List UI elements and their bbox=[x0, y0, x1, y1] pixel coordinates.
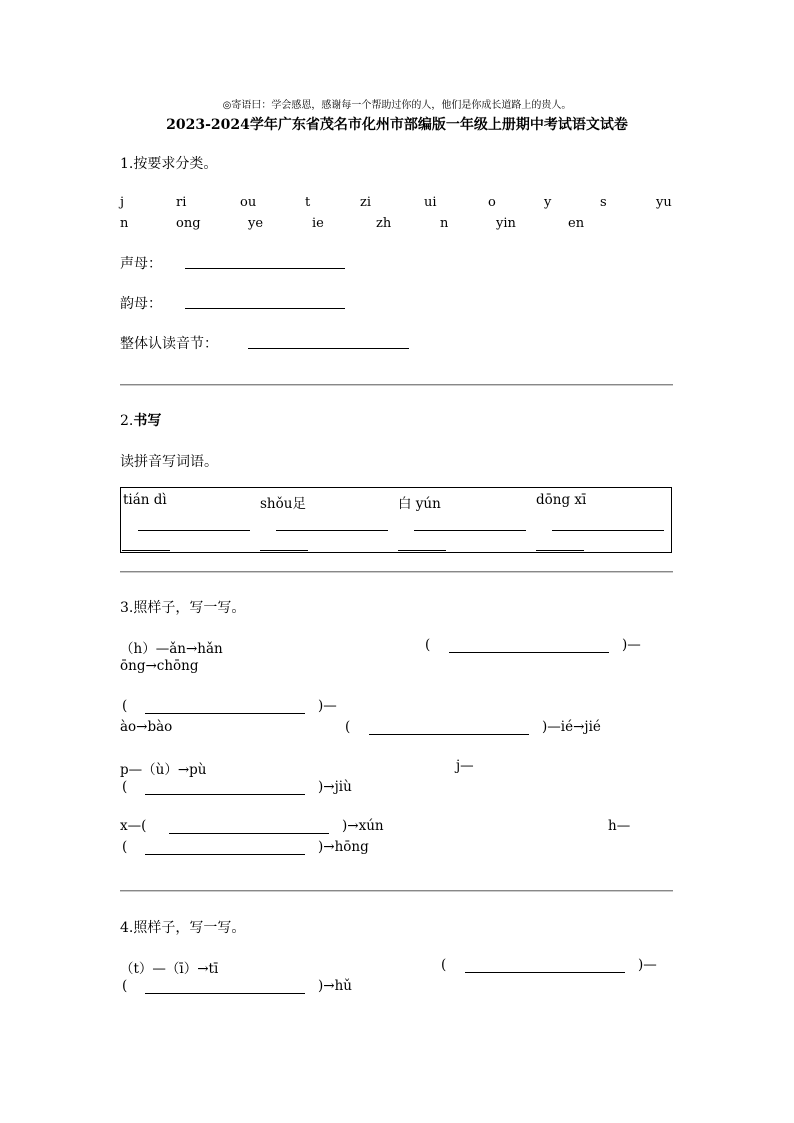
yunmu-answer-line[interactable] bbox=[185, 308, 345, 309]
example-text: p—（ù）→pù bbox=[120, 762, 207, 778]
answer-line[interactable] bbox=[369, 734, 529, 735]
pinyin-item: y bbox=[544, 195, 552, 210]
writing-box bbox=[120, 487, 672, 553]
word-answer-line[interactable] bbox=[138, 530, 250, 531]
word-answer-line[interactable] bbox=[276, 530, 388, 531]
word-pinyin: dōng xī bbox=[536, 492, 587, 508]
page-title: 2023-2024学年广东省茂名市化州市部编版一年级上册期中考试语文试卷 bbox=[166, 117, 628, 133]
exercise-text: x—( bbox=[120, 818, 147, 834]
answer-line[interactable] bbox=[145, 854, 305, 855]
word-answer-line[interactable] bbox=[398, 550, 446, 551]
open-paren: ( bbox=[345, 719, 351, 735]
open-paren: ( bbox=[122, 839, 128, 855]
q4-heading: 4.照样子，写一写。 bbox=[120, 920, 246, 936]
pinyin-item: ie bbox=[312, 216, 324, 231]
answer-line[interactable] bbox=[465, 972, 625, 973]
pinyin-item: ong bbox=[176, 216, 201, 231]
zhengti-label: 整体认读音节： bbox=[120, 336, 218, 352]
pinyin-item: yin bbox=[496, 216, 516, 231]
q2-instruction: 读拼音写词语。 bbox=[120, 454, 218, 470]
q1-heading: 1.按要求分类。 bbox=[120, 156, 218, 172]
answer-line[interactable] bbox=[145, 993, 305, 994]
pinyin-item: ou bbox=[240, 195, 257, 210]
answer-line[interactable] bbox=[145, 713, 305, 714]
pinyin-item: zh bbox=[376, 216, 392, 231]
q3-heading: 3.照样子，写一写。 bbox=[120, 600, 246, 616]
example-text: （t）—（ī）→tī bbox=[120, 961, 219, 977]
pinyin-item: j bbox=[120, 195, 125, 210]
q2-number: 2. bbox=[120, 413, 134, 429]
shengmu-label: 声母： bbox=[120, 256, 162, 272]
exercise-text: j— bbox=[456, 758, 474, 774]
open-paren: ( bbox=[425, 637, 431, 653]
word-pinyin: shǒu足 bbox=[260, 496, 306, 512]
section-divider bbox=[120, 890, 673, 892]
section-divider bbox=[120, 571, 673, 573]
word-pinyin: tián dì bbox=[123, 492, 167, 508]
q2-title: 书写 bbox=[133, 413, 162, 429]
close-dash: )— bbox=[622, 637, 641, 653]
pinyin-item: zi bbox=[360, 195, 372, 210]
close-dash: )— bbox=[318, 698, 337, 714]
exercise-text: ōng→chōng bbox=[120, 658, 199, 674]
motto: ◎寄语曰：学会感恩，感谢每一个帮助过你的人，他们是你成长道路上的贵人。 bbox=[222, 100, 572, 111]
pinyin-item: t bbox=[305, 195, 311, 210]
example-text: （h）—ǎn→hǎn bbox=[120, 641, 223, 657]
word-pinyin: 白 yún bbox=[398, 496, 441, 512]
exercise-text: )→jiù bbox=[318, 779, 352, 795]
word-answer-line[interactable] bbox=[122, 550, 170, 551]
shengmu-answer-line[interactable] bbox=[185, 268, 345, 269]
pinyin-item: ye bbox=[248, 216, 264, 231]
exercise-text: )→hōng bbox=[318, 839, 369, 855]
yunmu-label: 韵母： bbox=[120, 296, 162, 312]
exercise-text: h— bbox=[608, 818, 631, 834]
word-answer-line[interactable] bbox=[260, 550, 308, 551]
pinyin-item: s bbox=[600, 195, 607, 210]
exercise-text: )→hǔ bbox=[318, 978, 352, 994]
exercise-text: ào→bào bbox=[120, 719, 173, 735]
answer-line[interactable] bbox=[449, 652, 609, 653]
exercise-text: )—ié→jié bbox=[542, 719, 601, 735]
open-paren: ( bbox=[122, 978, 128, 994]
pinyin-item: n bbox=[120, 216, 129, 231]
pinyin-item: n bbox=[440, 216, 449, 231]
word-answer-line[interactable] bbox=[536, 550, 584, 551]
close-dash: )— bbox=[638, 957, 657, 973]
section-divider bbox=[120, 384, 673, 386]
open-paren: ( bbox=[122, 779, 128, 795]
answer-line[interactable] bbox=[169, 833, 329, 834]
zhengti-answer-line[interactable] bbox=[248, 348, 409, 349]
pinyin-item: en bbox=[568, 216, 585, 231]
pinyin-item: ui bbox=[424, 195, 437, 210]
pinyin-item: o bbox=[488, 195, 496, 210]
open-paren: ( bbox=[441, 957, 447, 973]
word-answer-line[interactable] bbox=[552, 530, 664, 531]
pinyin-item: yu bbox=[656, 195, 672, 210]
q2-heading bbox=[120, 410, 161, 430]
exercise-text: )→xún bbox=[342, 818, 384, 834]
word-answer-line[interactable] bbox=[414, 530, 526, 531]
pinyin-item: ri bbox=[176, 195, 187, 210]
answer-line[interactable] bbox=[145, 794, 305, 795]
open-paren: ( bbox=[122, 698, 128, 714]
